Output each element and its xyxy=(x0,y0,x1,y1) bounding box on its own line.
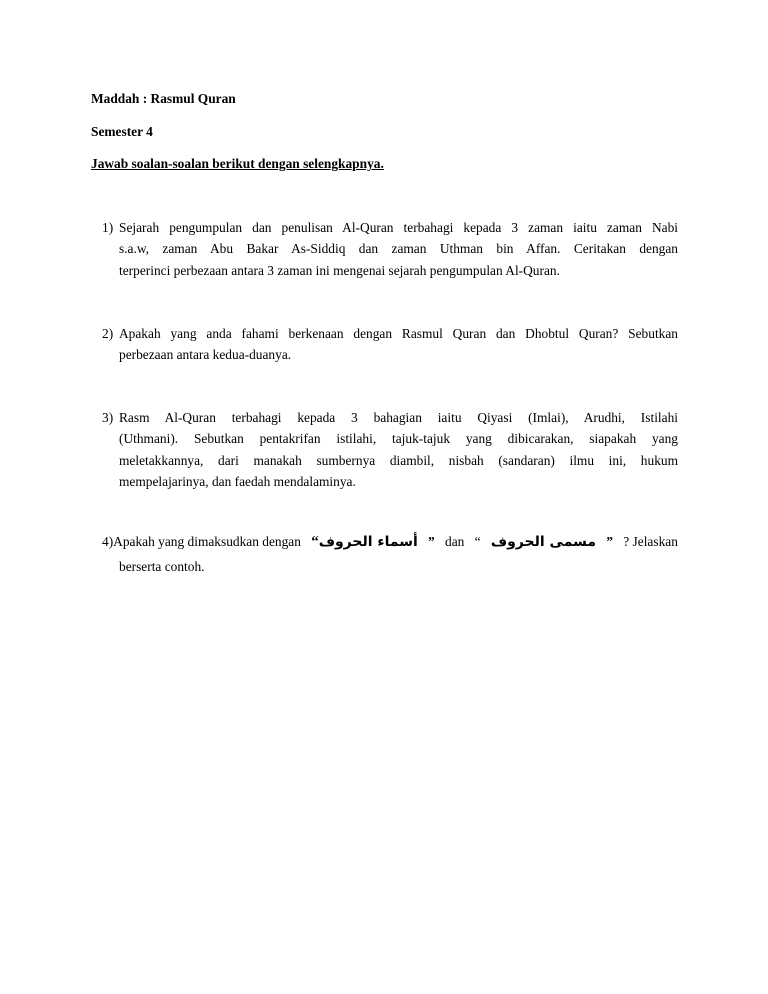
close-quote-a: ” xyxy=(428,534,435,549)
question-3-line-1: Rasm Al-Quran terbahagi kepada 3 bahagian iaitu Qiyasi (Imlai), Arudhi, Istilahi xyxy=(119,410,678,425)
question-4-term-a xyxy=(311,534,418,551)
question-3-line-3: meletakkannya, dari manakah sumbernya diambil, nisbah (sandaran) ilmu ini, hukum xyxy=(119,452,678,468)
question-2-line-1: Apakah yang anda fahami berkenaan dengan Rasmul Quran dan Dhobtul Quran? Sebutkan xyxy=(119,326,678,341)
close-quote-b: ” xyxy=(606,534,613,549)
question-3-number: 3) xyxy=(102,410,114,425)
question-1-line-2: s.a.w, zaman Abu Bakar As-Siddiq dan zaman Uthman bin Affan. Ceritakan dengan xyxy=(119,241,678,257)
question-3 xyxy=(102,407,678,492)
subject-heading: Maddah : Rasmul Quran xyxy=(91,91,236,106)
open-quote-a: “ xyxy=(311,534,319,550)
question-4-number: 4) xyxy=(102,534,114,549)
question-2-number: 2) xyxy=(102,326,114,341)
question-4-part-c: ? Jelaskan xyxy=(623,534,678,549)
question-3-line-4: mempelajarinya, dan faedah mendalaminya. xyxy=(119,473,356,489)
arabic-asma-al-huruf: أسماء الحروف xyxy=(318,534,418,550)
question-3-line-2: (Uthmani). Sebutkan pentakrifan istilahi, tajuk-tajuk yang dibicarakan, siapakah yang xyxy=(119,431,678,447)
question-4-part-b: dan xyxy=(445,534,465,549)
question-4-line-2: berserta contoh. xyxy=(119,559,205,574)
question-1 xyxy=(102,217,678,281)
arabic-musamma-al-huruf: مسمى الحروف xyxy=(490,534,597,550)
question-1-number: 1) xyxy=(102,220,114,235)
instruction-heading: Jawab soalan-soalan berikut dengan selengkapnya. xyxy=(91,156,384,171)
question-2-line-2: perbezaan antara kedua-duanya. xyxy=(119,347,292,363)
semester-heading: Semester 4 xyxy=(91,124,153,139)
question-2 xyxy=(102,323,678,366)
question-1-line-1: Sejarah pengumpulan dan penulisan Al-Quran terbahagi kepada 3 zaman iaitu zaman Nabi xyxy=(119,220,678,235)
question-4-lead xyxy=(102,534,301,550)
question-4-part-a: Apakah yang dimaksudkan dengan xyxy=(113,534,301,549)
question-4-line-1 xyxy=(102,534,678,556)
question-1-line-3: terperinci perbezaan antara 3 zaman ini mengenai sejarah pengumpulan Al-Quran. xyxy=(119,262,560,278)
open-quote-b: “ xyxy=(474,534,481,549)
